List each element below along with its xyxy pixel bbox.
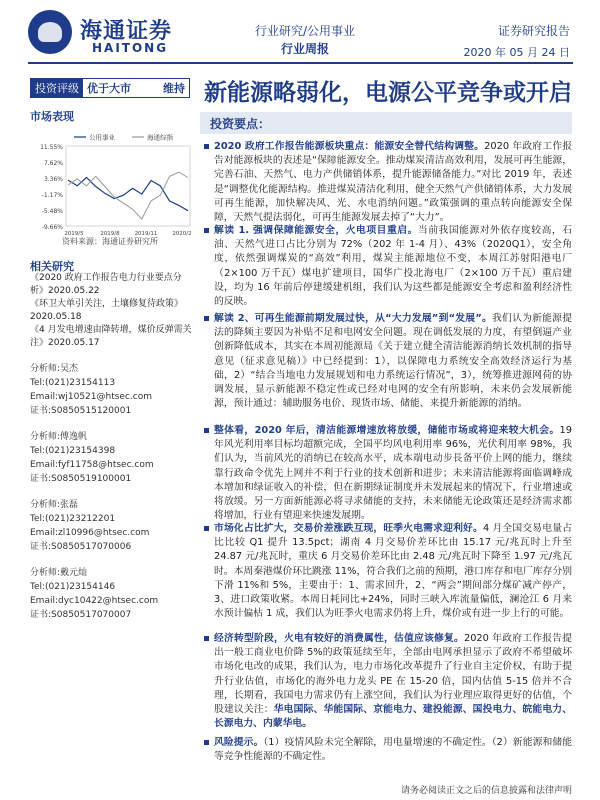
analyst-cert: 证书:S0850517070006 <box>30 542 132 552</box>
point-text: 4 月全国交易电量占比比较 Q1 提升 13.5pct；湖南 4 月交易价差环比由 15.17 元/兆瓦时上升至 24.87 元/兆瓦时，重庆 6 月交易价差环比由 2.48 元/兆瓦时下降至 1.97 元/兆瓦时。本周秦港煤价环比跳涨 11%，符合我们之前的预期，港口库存和电厂库存分别下滑 11%和 5%，主要由于：1、需求回升，2、“两会”期间部分煤矿减产停产，3、进口政策收紧。本周日耗同比+24%，同时三峡入库流量偏低，澜沧江 6 月来水预计偏枯 1 成，我们认为旺季火电需求仍将上升，煤价或有进一步上行的可能。 <box>214 523 572 620</box>
analyst-email[interactable]: Email:fyf11758@htsec.com <box>30 460 154 470</box>
point-storage <box>204 424 572 523</box>
investment-rating <box>30 78 190 98</box>
rating-value: 优于大市 <box>87 82 131 95</box>
market-chart <box>30 128 195 238</box>
analyst-tel: Tel:(021)23154398 <box>30 446 116 456</box>
point-policy <box>204 140 572 225</box>
x-tick-label: 2019/5 <box>64 231 84 237</box>
series-line-2 <box>68 172 188 219</box>
analyst-card <box>30 362 195 418</box>
report-title: 新能源略弱化，电源公平竞争或开启 <box>204 80 572 106</box>
point-text: 2020 年政府工作报告提出一般工商业电价降 5%的政策延续至年，全部由电网承担显示了政府不希望破坏市场化电改的成果，我们认为，电力市场化改革提升了行业自主定价权，有助于提升行业估值，市场化的海外电力龙头 PE 在 15-20 倍，国内估值 5-15 倍并不合理，长期看，我国电力需求仍有上涨空间，我们认为行业理应取得更好的估值，个股建议关注： <box>214 633 573 716</box>
haitong-logo-icon <box>28 10 72 54</box>
y-tick-label: -9.66% <box>41 224 63 231</box>
bullet-icon <box>204 316 209 321</box>
legend-label: 海通综指 <box>147 133 173 142</box>
point-text: （1）疫情风险未完全解除，用电量增速的不确定性。（2）新能源和储能等竞争性能源的不确定性。 <box>214 737 572 763</box>
analyst-name: 分析师:吴杰 <box>30 364 79 374</box>
point-text: 2020 年政府工作报告对能源板块的表述是“保障能源安全。推动煤炭清洁高效利用，发展可再生能源，完善石油、天然气、电力产供储销体系，提升能源储备能力。”对比 2019 年，表述是“调整优化能源结构。推进煤炭清洁化利用，健全天然气产供储销体系，大力发展可再生能源，加快解决风、光、水电消纳问题。”政策强调的重点转向能源安全保障，天然气提法弱化，可再生能源发展去掉了“大力”。 <box>214 141 572 224</box>
report-label: 证券研究报告 <box>497 24 570 38</box>
logo-chinese-name: 海通证券 <box>80 19 173 44</box>
analyst-name: 分析师:张磊 <box>30 500 79 510</box>
market-chart-svg <box>30 128 195 238</box>
bullet-icon <box>204 526 209 531</box>
analyst-tel: Tel:(021)23154146 <box>30 582 116 592</box>
point-lead: 解读 1. 强调保障能源安全，火电项目重启。 <box>214 225 418 236</box>
related-item[interactable]: 《环卫大单引关注，土壤修复待政策》2020.05.18 <box>30 299 184 322</box>
bullet-icon <box>204 636 209 641</box>
related-heading: 相关研究 <box>30 260 74 273</box>
analyst-card <box>30 430 195 486</box>
bullet-icon <box>204 144 209 149</box>
report-header <box>0 0 600 66</box>
recommended-stocks: 华电国际、华能国际、京能电力、建投能源、国投电力、皖能电力、长源电力、内蒙华电。 <box>214 704 573 730</box>
point-lead: 解读 2、可再生能源前期发展过快，从“大力发展”到“发展”。 <box>214 313 493 324</box>
point-lead: 整体看，2020 年后，清洁能源增速放将放缓，储能市场或将迎来较大机会。 <box>214 425 560 436</box>
analyst-tel: Tel:(021)23154113 <box>30 378 116 388</box>
analyst-card <box>30 498 195 554</box>
rating-label: 投资评级 <box>31 79 83 97</box>
analyst-list <box>30 362 195 634</box>
report-type: 行业周报 <box>280 42 329 56</box>
x-tick-label: 2019/11 <box>134 231 158 237</box>
point-risk <box>204 736 572 764</box>
y-tick-label: 11.55% <box>40 144 63 151</box>
bullet-icon <box>204 428 209 433</box>
analyst-name: 分析师:傅逸帆 <box>30 432 88 442</box>
point-text: 19 年风光利用率目标均超额完成，全国平均风电利用率 96%，光伏利用率 98%，我们认为，当前风光的消纳已在较高水平，成本端电动步長备平价上网的能力，继续靠行政命令优先上网并不利于行业的技术创新和进步；未来清洁能源将面临调峰成本增加和绿证收入的补偿，但在新期绿证制度并未发展起来的情况下，行业增速或将放缓。另一方面新能源必将寻求储能的支持，未来储能无论政策还是经济需求都将增加，行业有望迎来快速发展期。 <box>214 425 572 522</box>
related-item[interactable]: 《2020 政府工作报告电力行业要点分析》2020.05.22 <box>30 273 182 296</box>
point-lead: 风险提示。 <box>214 737 264 748</box>
header-divider <box>28 62 573 64</box>
point-reading-1 <box>204 224 572 309</box>
point-lead: 2020 政府工作报告能源板块重点：能源安全替代结构调整。 <box>214 141 485 152</box>
rating-trend: 维持 <box>163 82 185 95</box>
y-tick-label: 3.36% <box>43 176 63 183</box>
logo-english-name: HAITONG <box>92 41 169 55</box>
point-text: 我们认为新能源提法的降频主要因为补贴不足和电网安全问题。现在调低发展的力度，有望倒逼产业创新降低成本，其实在本周初能源局《关于建立健全清洁能源消纳长效机制的指导意见（征求意见稿）》中已经提到：1），以保障电力系统安全高效经济运行为基础，2）“结合当地电力发展规划和电力系统运行情况”，3），统筹推进源网荷的协调发展，显示新能源不稳定性或已经对电网的安全有所影响，未来仍会发展新能源，预计通过：辅助服务电价、现货市场、储能、来提升新能源的消纳。 <box>214 313 573 410</box>
report-date: 2020 年 05 月 24 日 <box>463 46 570 59</box>
analyst-tel: Tel:(021)23212201 <box>30 514 116 524</box>
point-lead: 市场化占比扩大，交易价差涨跌互现，旺季火电需求迎利好。 <box>214 523 483 534</box>
point-reading-2 <box>204 312 572 411</box>
analyst-email[interactable]: Email:dyc10422@htsec.com <box>30 596 159 606</box>
key-points-heading: 投资要点： <box>200 112 572 134</box>
y-tick-label: 7.62% <box>43 160 63 167</box>
chart-source: 资料来源：海通证券研究所 <box>62 237 158 246</box>
bullet-icon <box>204 740 209 745</box>
analyst-cert: 证书:S0850519100001 <box>30 474 132 484</box>
related-item[interactable]: 《4 月发电增速由降转增，煤价反弹需关注》2020.05.17 <box>30 325 192 348</box>
related-research-list <box>30 272 195 350</box>
analyst-cert: 证书:S0850517070007 <box>30 610 132 620</box>
point-valuation <box>204 632 572 731</box>
bullet-icon <box>204 228 209 233</box>
y-tick-label: -1.17% <box>41 192 63 199</box>
x-tick-label: 2019/8 <box>100 231 120 237</box>
analyst-card <box>30 566 195 622</box>
market-heading: 市场表现 <box>30 110 74 123</box>
footer-disclaimer: 请务必阅读正文之后的信息披露和法律声明 <box>400 786 572 796</box>
point-text: 当前我国能源对外依存度较高，石油、天然气进口占比分别为 72%（202 年 1-4 月）、43%（2020Q1），安全角度，依然强调煤炭的“高效”利用，煤炭主能源地位不变，本周江苏射阳港电厂（2×100 万千瓦）煤电扩建项目，国华广投北海电厂（2×100 万千瓦）重启建设，均为 16 年前后停建缓建机组，我们认为这些都是能源安全考虑和盈利经济性的反映。 <box>214 225 572 308</box>
legend-label: 公用事业 <box>89 133 115 142</box>
report-category: 行业研究/公用事业 <box>254 24 356 38</box>
x-tick-label: 2020/2 <box>172 231 192 237</box>
analyst-cert: 证书:S0850515120001 <box>30 406 132 416</box>
analyst-name: 分析师:戴元灿 <box>30 568 88 578</box>
analyst-email[interactable]: Email:zl10996@htsec.com <box>30 528 150 538</box>
analyst-email[interactable]: Email:wj10521@htsec.com <box>30 392 152 402</box>
chart-frame <box>66 146 190 226</box>
point-market <box>204 522 572 621</box>
point-lead: 经济转型阶段，火电有较好的消费属性，估值应该修复。 <box>214 633 464 644</box>
y-tick-label: -5.48% <box>41 208 63 215</box>
